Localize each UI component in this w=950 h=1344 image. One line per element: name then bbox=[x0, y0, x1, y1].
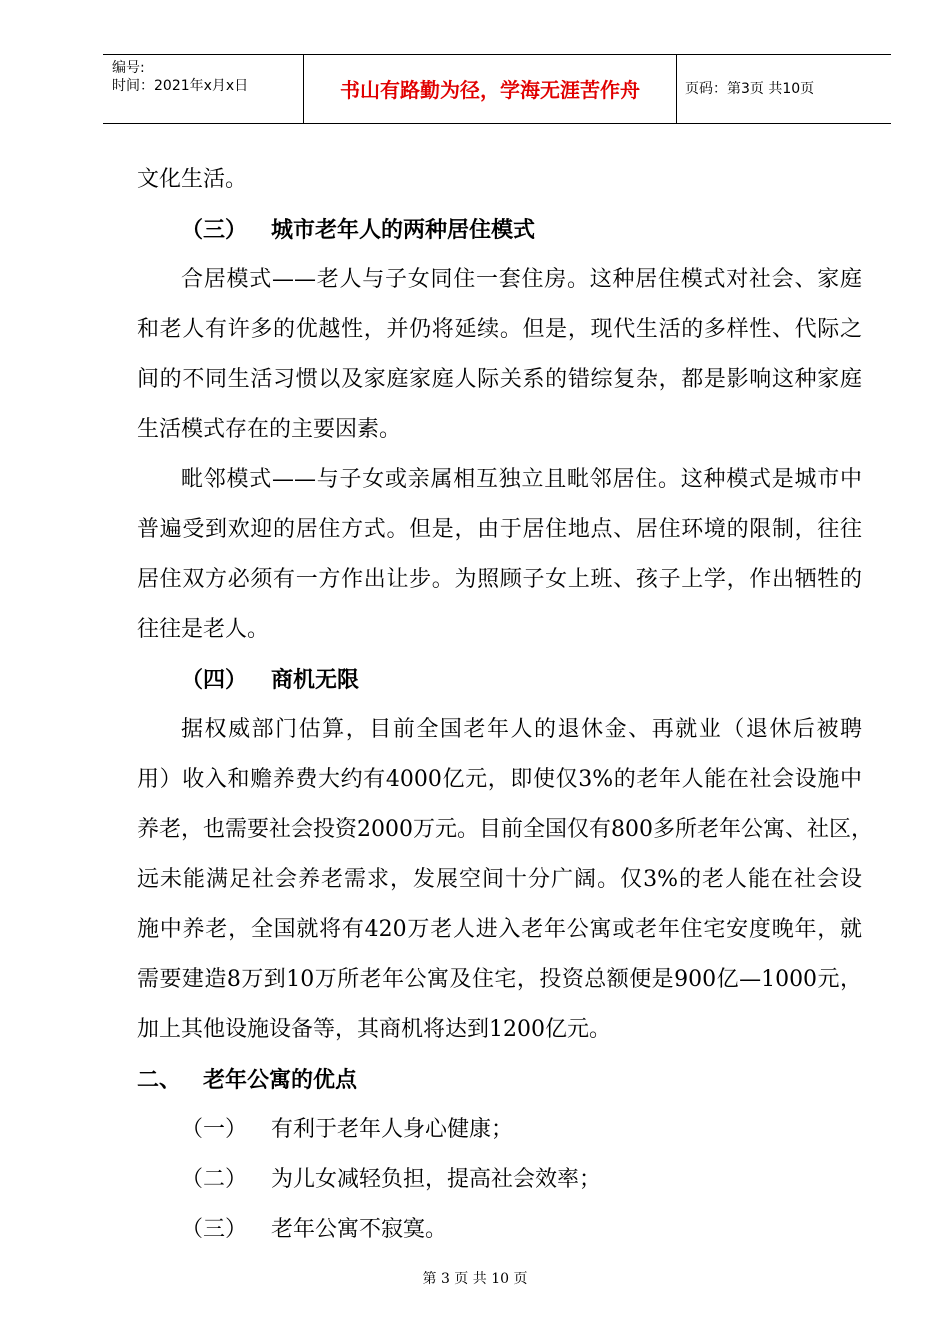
list-item bbox=[137, 1205, 862, 1255]
list-item bbox=[137, 1155, 862, 1205]
list-item-number: （二） bbox=[181, 1167, 248, 1192]
section-heading-4 bbox=[137, 655, 862, 705]
list-item-text: 老年公寓不寂寞。 bbox=[271, 1217, 448, 1242]
body-line: 远未能满足社会养老需求，发展空间十分广阔。仅3%的老人能在社会设 bbox=[137, 867, 862, 892]
header-meta bbox=[103, 55, 304, 123]
header-number-label: 编号: bbox=[112, 60, 145, 76]
body-line: 和老人有许多的优越性，并仍将延续。但是，现代生活的多样性、代际之 bbox=[137, 317, 862, 342]
body-line: 毗邻模式——与子女或亲属相互独立且毗邻居住。这种模式是城市中 bbox=[181, 467, 862, 492]
body-line: 加上其他设施设备等，其商机将达到1200亿元。 bbox=[137, 1017, 611, 1042]
document-body bbox=[137, 155, 873, 1255]
body-line: 居住双方必须有一方作出让步。为照顾子女上班、孩子上学，作出牺牲的 bbox=[137, 567, 862, 592]
section-title: 城市老年人的两种居住模式 bbox=[271, 217, 536, 243]
list-item-number: （三） bbox=[181, 1217, 248, 1242]
list-item-text: 有利于老年人身心健康； bbox=[271, 1117, 514, 1142]
body-line: 施中养老，全国就将有420万老人进入老年公寓或老年住宅安度晚年，就 bbox=[137, 917, 862, 942]
part-heading-2 bbox=[137, 1055, 862, 1105]
section-title: 商机无限 bbox=[271, 667, 360, 693]
section-number: （三） bbox=[181, 217, 248, 243]
page-footer: 第 3 页 共 10 页 bbox=[422, 1271, 528, 1287]
part-number: 二、 bbox=[137, 1067, 182, 1093]
header-page-info: 页码：第3页 共10页 bbox=[685, 81, 815, 97]
part-title: 老年公寓的优点 bbox=[203, 1067, 358, 1093]
body-line: 合居模式——老人与子女同住一套住房。这种居住模式对社会、家庭 bbox=[181, 267, 862, 292]
body-line: 间的不同生活习惯以及家庭家庭人际关系的错综复杂，都是影响这种家庭 bbox=[137, 367, 862, 392]
body-line: 需要建造8万到10万所老年公寓及住宅，投资总额便是900亿—1000元， bbox=[137, 967, 862, 992]
section-number: （四） bbox=[181, 667, 248, 693]
body-line: 用）收入和赡养费大约有4000亿元，即使仅3%的老年人能在社会设施中 bbox=[137, 767, 862, 792]
section-heading-3 bbox=[137, 205, 862, 255]
page-header bbox=[103, 54, 891, 124]
body-line: 养老，也需要社会投资2000万元。目前全国仅有800多所老年公寓、社区， bbox=[137, 817, 873, 842]
list-item-number: （一） bbox=[181, 1117, 248, 1142]
list-item bbox=[137, 1105, 862, 1155]
list-item-text: 为儿女减轻负担，提高社会效率； bbox=[271, 1167, 602, 1192]
body-line: 普遍受到欢迎的居住方式。但是，由于居住地点、居住环境的限制，往往 bbox=[137, 517, 862, 542]
header-motto: 书山有路勤为径，学海无涯苦作舟 bbox=[304, 55, 677, 123]
header-time-label: 时间：2021年x月x日 bbox=[112, 78, 249, 94]
body-line: 据权威部门估算，目前全国老年人的退休金、再就业（退休后被聘 bbox=[181, 717, 862, 742]
body-line: 生活模式存在的主要因素。 bbox=[137, 417, 402, 442]
body-line: 往往是老人。 bbox=[137, 617, 270, 642]
body-line: 文化生活。 bbox=[137, 167, 248, 192]
